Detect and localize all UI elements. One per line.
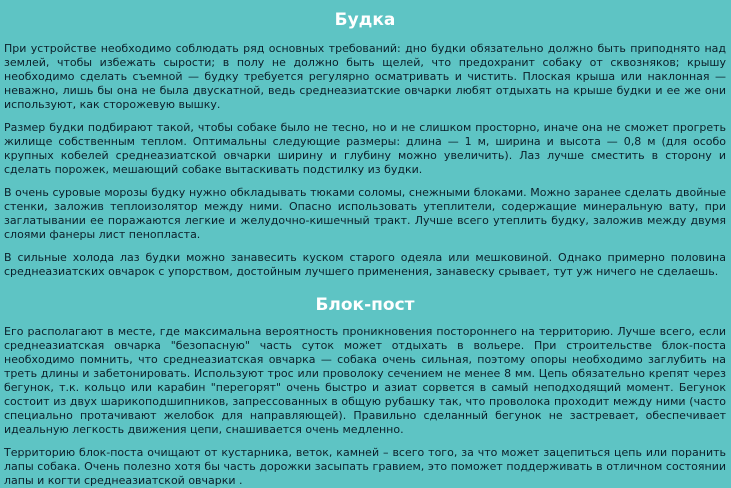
paragraph: В сильные холода лаз будки можно занавесить куском старого одеяла или мешковиной. Однако примерно половина среднеазиатских овчарок с упорством, достойным лучшего применения, занавеску срывает, тут уж ничего не сделаешь. bbox=[4, 251, 726, 278]
paragraph: Его располагают в месте, где максимальна вероятность проникновения постороннего на территорию. Лучше всего, если среднеазиатская овчарка "безопасную" часть суток может отдыхать в вольере. При строительстве блок-поста необходимо помнить, что среднеазиатская овчарка — собака очень сильная, поэтому опоры необходимо заглубить на треть длины и забетонировать. Используют трос или проволоку сечением не менее 8 мм. Цепь обязательно крепят через бегунок, т.к. кольцо или карабин "перегорят" очень быстро и азиат сорвется в самый неподходящий момент. Бегунок состоит из двух шарикоподшипников, запрессованных в общую рубашку так, что проволока проходит между ними (часто специально протачивают желобок для направляющей). Правильно сделанный бегунок не застревает, обеспечивает идеальную легкость движения цепи, снашивается очень медленно. bbox=[4, 325, 726, 436]
section-title-blok-post: Блок-пост bbox=[315, 295, 415, 315]
paragraph: Территорию блок-поста очищают от кустарника, веток, камней – всего того, за что может зацепиться цепь или поранить лапы собака. Очень полезно хотя бы часть дорожки засыпать гравием, это поможет поддерживать в отличном состоянии лапы и когти среднеазиатской овчарки . bbox=[4, 446, 726, 487]
paragraph: В очень суровые морозы будку нужно обкладывать тюками соломы, снежными блоками. Можно заранее сделать двойные стенки, заложив теплоизолятор между ними. Опасно использовать утеплители, содержащие минеральную вату, при заглатывании ее поражаются легкие и желудочно-кишечный тракт. Лучше всего утеплить будку, заложив между двумя слоями фанеры лист пенопласта. bbox=[4, 186, 726, 241]
section-title-budka: Будка bbox=[334, 10, 396, 30]
paragraph: При устройстве необходимо соблюдать ряд основных требований: дно будки обязательно должно быть приподнято над землей, чтобы избежать сырости; в полу не должно быть щелей, что предохранит собаку от сквозняков; крышу необходимо сделать съемной — будку требуется регулярно осматривать и чистить. Плоская крыша или наклонная — неважно, лишь бы она не была двускатной, ведь среднеазиатские овчарки любят отдыхать на крыше будки и ее же они используют, как сторожевую вышку. bbox=[4, 42, 726, 111]
paragraph: Размер будки подбирают такой, чтобы собаке было не тесно, но и не слишком просторно, иначе она не сможет прогреть жилище собственным теплом. Оптимальны следующие размеры: длина — 1 м, ширина и высота — 0,8 м (для особо крупных кобелей среднеазиатской овчарки ширину и глубину можно увеличить). Лаз лучше сместить в сторону и сделать порожек, мешающий собаке вытаскивать подстилку из будки. bbox=[4, 121, 726, 176]
